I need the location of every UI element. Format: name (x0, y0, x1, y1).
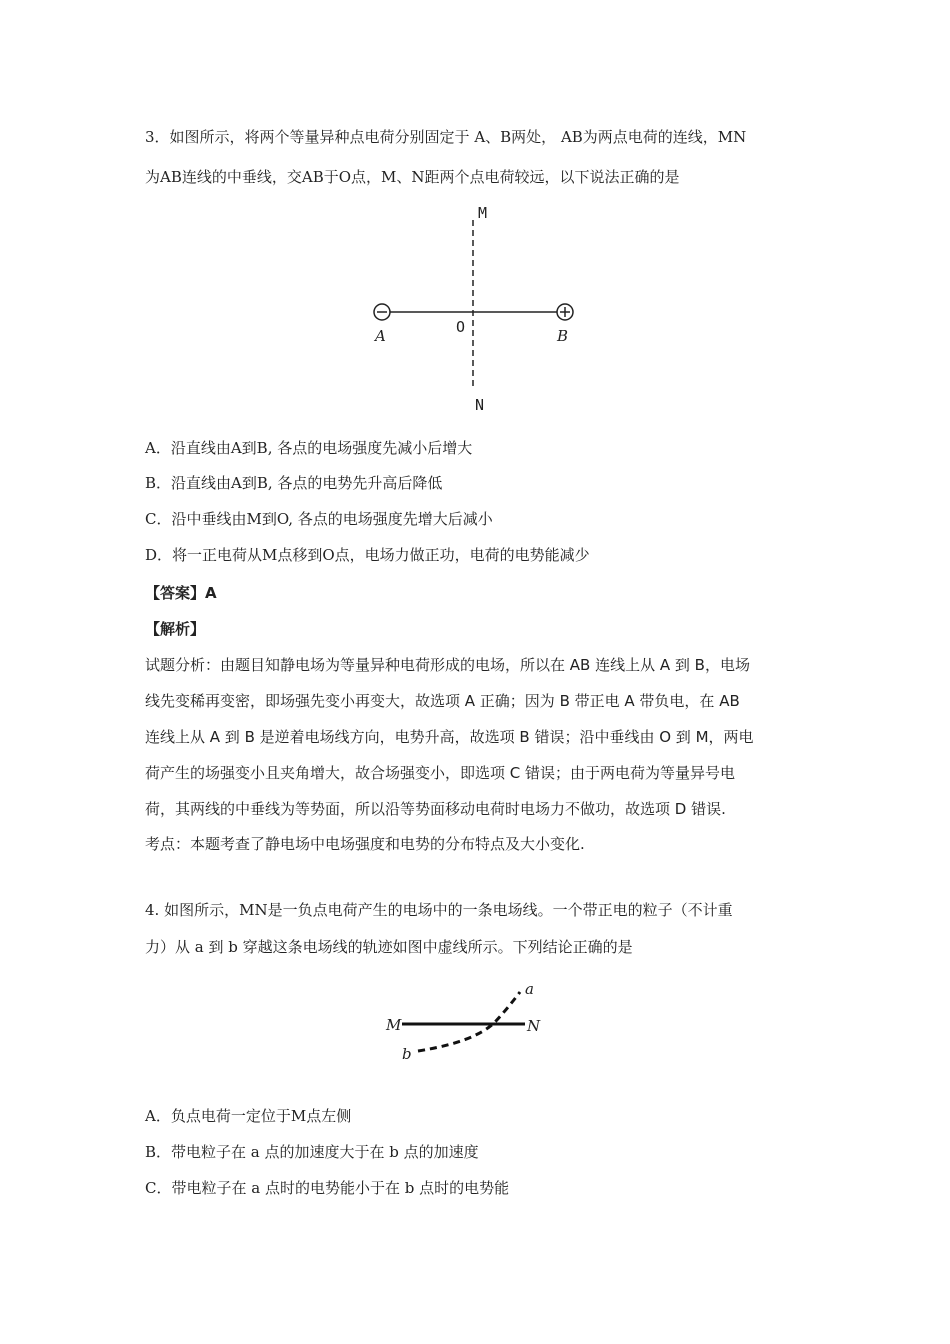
q3-stem-line2: 为AB连线的中垂线，交AB于O点，M、N距两个点电荷较远，以下说法正确的是 (145, 168, 680, 186)
q3-knowledge-point: 考点：本题考查了静电场中电场强度和电势的分布特点及大小变化. (145, 835, 585, 853)
q3-label-o: O (456, 318, 466, 336)
q3-option-a: A．沿直线由A到B, 各点的电场强度先减小后增大 (145, 439, 473, 457)
q3-label-m: M (478, 204, 488, 222)
q3-analysis-line: 连线上从 A 到 B 是逆着电场线方向，电势升高，故选项 B 错误；沿中垂线由 O 到 M，两电 (145, 728, 754, 746)
q3-analysis-title: 【解析】 (145, 620, 206, 638)
q3-label-a: A (375, 327, 386, 345)
q4-option-c: C．带电粒子在 a 点时的电势能小于在 b 点时的电势能 (145, 1179, 510, 1197)
q3-label-n: N (475, 396, 485, 414)
q4-label-b: b (402, 1045, 412, 1062)
q3-answer: 【答案】A (145, 584, 217, 602)
q3-analysis-line: 荷，其两线的中垂线为等势面，所以沿等势面移动电荷时电场力不做功，故选项 D 错误. (145, 800, 726, 818)
q3-analysis-line: 线先变稀再变密，即场强先变小再变大，故选项 A 正确；因为 B 带正电 A 带负电，在 AB (145, 692, 740, 710)
q3-stem-line1: 3．如图所示，将两个等量异种点电荷分别固定于 A、B两处， AB为两点电荷的连线，MN (145, 128, 747, 146)
q4-figure (380, 980, 550, 1062)
q4-label-a: a (525, 980, 534, 998)
q3-option-b: B．沿直线由A到B, 各点的电势先升高后降低 (145, 474, 443, 492)
q3-option-c: C．沿中垂线由M到O, 各点的电场强度先增大后减小 (145, 510, 493, 528)
q4-stem-line2: 力）从 a 到 b 穿越这条电场线的轨迹如图中虚线所示。下列结论正确的是 (145, 938, 633, 956)
q4-option-a: A．负点电荷一定位于M点左侧 (145, 1107, 352, 1125)
q3-option-d: D．将一正电荷从M点移到O点，电场力做正功，电荷的电势能减少 (145, 546, 590, 564)
q3-figure (360, 198, 590, 420)
q3-analysis-line: 荷产生的场强变小且夹角增大，故合场强变小，即选项 C 错误；由于两电荷为等量异号电 (145, 764, 736, 782)
q4-label-m: M (386, 1016, 402, 1034)
q4-option-b: B．带电粒子在 a 点的加速度大于在 b 点的加速度 (145, 1143, 479, 1161)
q3-analysis-line: 试题分析：由题目知静电场为等量异种电荷形成的电场，所以在 AB 连线上从 A 到 B，电场 (145, 656, 750, 674)
q4-label-n: N (527, 1017, 541, 1035)
q4-stem-line1: 4. 如图所示，MN是一负点电荷产生的电场中的一条电场线。一个带正电的粒子（不计重 (145, 901, 733, 919)
q4-trajectory (418, 992, 520, 1051)
q3-label-b: B (557, 327, 569, 345)
